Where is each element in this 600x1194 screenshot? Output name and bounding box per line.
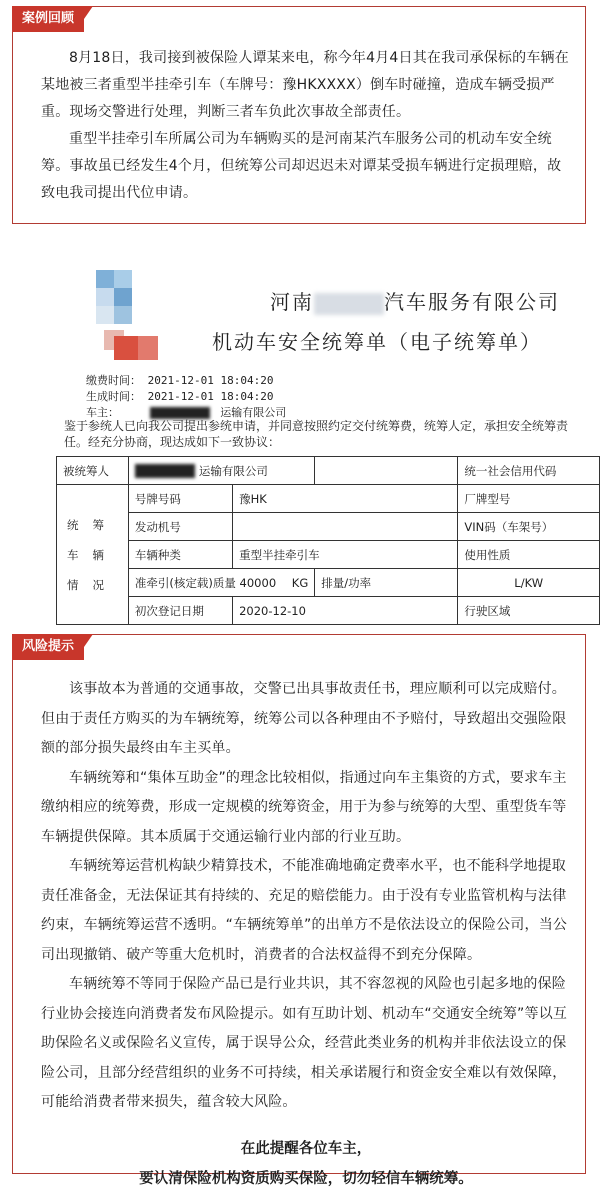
engine-value	[233, 513, 458, 541]
case-review-body	[41, 45, 571, 207]
table-row	[57, 597, 600, 625]
risk-paragraph: 该事故本为普通的交通事故，交警已出具事故责任书，理应顺利可以完成赔付。但由于责任方购买的为车辆统筹，统筹公司以各种理由不予赔付，导致超出交强险限额的部分损失最终由车主买单。	[41, 681, 567, 756]
generate-time: 生成时间： 2021-12-01 18:04:20	[86, 390, 274, 403]
case-review-paragraph: 8月18日，我司接到被保险人谭某来电，称今年4月4日其在我司承保标的车辆在某地被三者重型半挂牵引车（车牌号：豫HKXXXX）倒车时碰撞，造成车辆受损严重。现场交警进行处理，判断三者车负此次事故全部责任。	[41, 50, 569, 120]
issuer-company-name	[270, 286, 560, 315]
tow-mass-value: 40000	[239, 575, 277, 590]
side-label-line: 情况	[66, 577, 118, 592]
vehicle-side-label	[57, 485, 129, 625]
driving-area-label: 行驶区域	[458, 597, 600, 625]
vin-label: VIN码（车架号）	[458, 513, 600, 541]
credit-code-label: 统一社会信用代码	[458, 457, 600, 485]
brand-label: 厂牌型号	[458, 485, 600, 513]
insured-value: 运输有限公司	[198, 463, 268, 478]
case-review-paragraph: 重型半挂牵引车所属公司为车辆购买的是河南某汽车服务公司的机动车安全统筹。事故虽已经发生4个月，但统筹公司却迟迟未对谭某受损车辆进行定损理赔，故致电我司提出代位申请。	[41, 131, 562, 201]
vehicle-info-table	[56, 456, 600, 625]
displacement-value: L/KW	[458, 569, 600, 597]
registration-date-value: 2020-12-10	[233, 597, 458, 625]
redaction-blur	[314, 293, 384, 315]
table-row	[57, 513, 600, 541]
risk-warning-card	[12, 634, 586, 1187]
blank-cell	[315, 457, 458, 485]
owner-label: 车主：	[86, 406, 119, 419]
type-value: 重型半挂牵引车	[233, 541, 458, 569]
redaction-blot	[135, 464, 195, 478]
issuer-company-left: 河南	[270, 290, 314, 314]
side-label-line: 车辆	[66, 547, 118, 562]
tow-mass-label: 准牵引(核定载)质量	[134, 575, 236, 590]
table-row	[57, 457, 600, 485]
plate-value: 豫HK	[233, 485, 458, 513]
risk-paragraph: 车辆统筹不等同于保险产品已是行业共识，其不容忽视的风险也引起多地的保险行业协会接连向消费者发布风险提示。如有互助计划、机动车“交通安全统筹”等以互助保险名义或保险名义宣传，属于误导公众，经营此类业务的机构并非依法设立的保险公司，且部分经营组织的业务不可持续，相关承诺履行和资金安全难以有效保障，可能给消费者带来损失，蕴含较大风险。	[41, 976, 568, 1110]
tow-mass-unit: KG	[291, 575, 309, 590]
usage-label: 使用性质	[458, 541, 600, 569]
risk-paragraph: 车辆统筹运营机构缺少精算技术，不能准确地确定费率水平，也不能科学地提取责任准备金，无法保证其有持续的、充足的赔偿能力。由于没有专业监管机构与法律约束，车辆统筹运营不透明。“车辆统筹单”的出单方不是依法设立的保险公司，当公司出现撤销、破产等重大危机时，消费者的合法权益得不到充分保障。	[41, 858, 568, 963]
tow-mass-cell	[128, 569, 314, 597]
type-label: 车辆种类	[128, 541, 232, 569]
table-row	[57, 485, 600, 513]
pay-time: 缴费时间： 2021-12-01 18:04:20	[86, 374, 274, 387]
certificate-image	[56, 250, 600, 635]
table-row	[57, 569, 600, 597]
side-label-line: 统筹	[66, 517, 118, 532]
certificate-title: 机动车安全统筹单（电子统筹单）	[212, 330, 542, 354]
plate-label: 号牌号码	[128, 485, 232, 513]
displacement-label: 排量/功率	[315, 569, 458, 597]
risk-paragraph: 车辆统筹和“集体互助金”的理念比较相似，指通过向车主集资的方式，要求车主缴纳相应的统筹费，形成一定规模的统筹资金，用于为参与统筹的大型、重型货车等车辆提供保障。其本质属于交通运输行业内部的行业互助。	[41, 769, 567, 845]
engine-label: 发动机号	[128, 513, 232, 541]
case-review-tag: 案例回顾	[12, 6, 84, 32]
insured-value-cell	[128, 457, 314, 485]
case-review-card	[12, 6, 586, 224]
reminder-line-1: 在此提醒各位车主，	[240, 1140, 372, 1157]
insured-label: 被统筹人	[57, 457, 129, 485]
reminder-block	[41, 1134, 571, 1194]
registration-date-label: 初次登记日期	[128, 597, 232, 625]
risk-warning-body	[41, 675, 571, 1194]
table-row	[57, 541, 600, 569]
reminder-line-2: 要认清保险机构资质购买保险，切勿轻信车辆统筹。	[139, 1170, 473, 1187]
issuer-company-right: 汽车服务有限公司	[384, 290, 560, 314]
risk-warning-tag: 风险提示	[12, 634, 84, 660]
owner-value: 运输有限公司	[220, 406, 287, 419]
agreement-text: 鉴于参统人已向我公司提出参统申请，并同意按照约定交付统筹费，统筹人定，承担安全统筹责任。经充分协商，现达成如下一致协议：	[64, 419, 569, 449]
